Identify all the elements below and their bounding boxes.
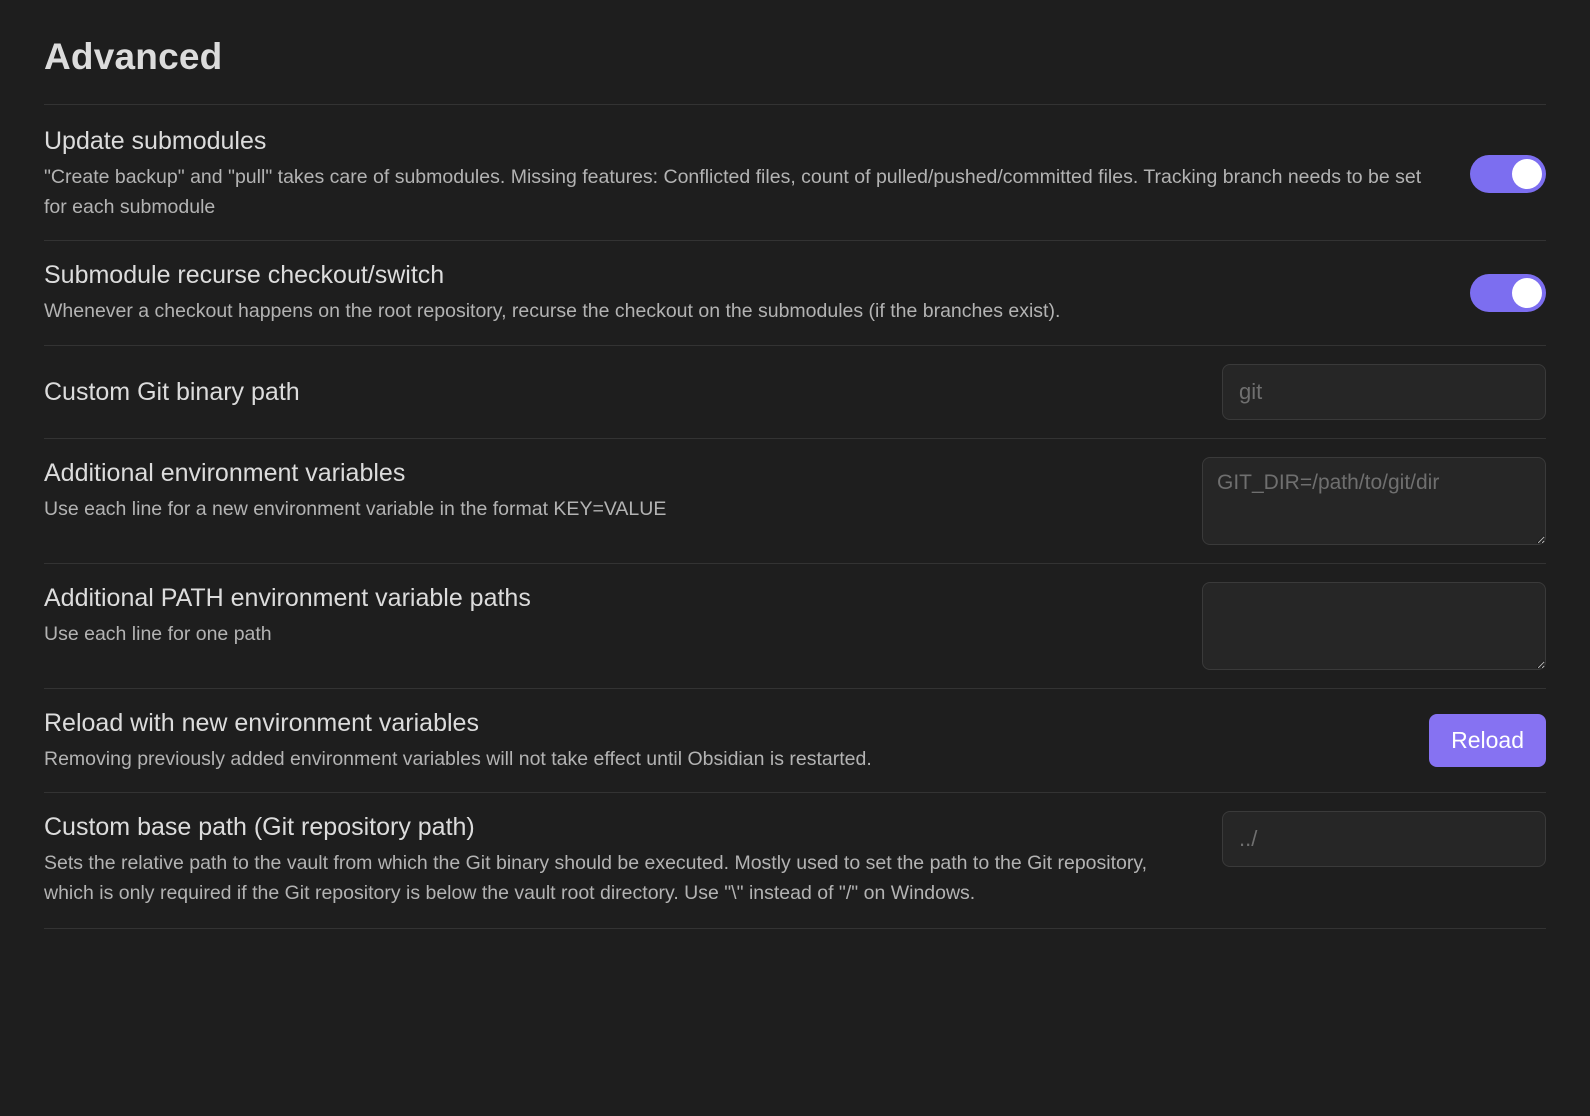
setting-row-custom-base-path [44, 792, 1546, 928]
setting-name-custom-base-path: Custom base path (Git repository path) [44, 812, 475, 841]
setting-control [1222, 811, 1546, 867]
setting-control [1202, 457, 1546, 545]
setting-control [1470, 155, 1546, 193]
setting-name-additional-path-environment-variable-paths: Additional PATH environment variable paths [44, 583, 531, 612]
setting-control [1429, 714, 1546, 767]
toggle-submodule-recurse-checkout[interactable] [1470, 274, 1546, 312]
setting-description-submodule-recurse-checkout: Whenever a checkout happens on the root repository, recurse the checkout on the submodules (if the branches exist). [44, 300, 1061, 323]
setting-name-additional-environment-variables: Additional environment variables [44, 458, 406, 487]
setting-description-additional-environment-variables: Use each line for a new environment variable in the format KEY=VALUE [44, 497, 667, 520]
additional-environment-variables-textarea[interactable] [1202, 457, 1546, 545]
setting-row-custom-git-binary-path [44, 345, 1546, 438]
setting-control [1202, 582, 1546, 670]
toggle-update-submodules[interactable] [1470, 155, 1546, 193]
setting-info [44, 707, 1403, 774]
setting-control [1222, 364, 1546, 420]
custom-base-path-input[interactable] [1222, 811, 1546, 867]
setting-description-custom-base-path: Sets the relative path to the vault from which the Git binary should be executed. Mostly used to set the path to the Git repository, which is only required if the Git repository is below the vault root directory. Use "\" instead of "/" on Windows. [44, 851, 1148, 905]
setting-info [44, 457, 1176, 524]
toggle-knob-icon [1512, 278, 1542, 308]
setting-row-additional-path-environment-variable-paths [44, 563, 1546, 688]
setting-description-reload-with-new-environment-variables: Removing previously added environment variables will not take effect until Obsidian is restarted. [44, 747, 872, 770]
setting-name-reload-with-new-environment-variables: Reload with new environment variables [44, 708, 479, 737]
reload-button[interactable]: Reload [1429, 714, 1546, 767]
setting-info [44, 811, 1196, 908]
setting-name-update-submodules: Update submodules [44, 127, 267, 155]
setting-info [44, 125, 1444, 222]
setting-row-additional-environment-variables [44, 438, 1546, 563]
setting-description-update-submodules: "Create backup" and "pull" takes care of submodules. Missing features: Conflicted files, count of pulled/pushed/committed files. Tracking branch needs to be set for each submodule [44, 166, 1422, 219]
section-divider [44, 928, 1546, 930]
setting-info [44, 364, 1196, 420]
setting-row-update-submodules [44, 104, 1546, 240]
setting-control [1470, 274, 1546, 312]
setting-name-custom-git-binary-path: Custom Git binary path [44, 377, 300, 406]
custom-git-binary-path-input[interactable] [1222, 364, 1546, 420]
toggle-knob-icon [1512, 159, 1542, 189]
setting-description-additional-path-environment-variable-paths: Use each line for one path [44, 622, 272, 645]
setting-row-reload-with-new-environment-variables [44, 688, 1546, 792]
setting-row-submodule-recurse-checkout [44, 240, 1546, 344]
page-title: Advanced [44, 36, 223, 77]
setting-name-submodule-recurse-checkout: Submodule recurse checkout/switch [44, 261, 445, 290]
setting-info [44, 259, 1444, 326]
additional-path-environment-variable-paths-textarea[interactable] [1202, 582, 1546, 670]
setting-info [44, 582, 1176, 649]
